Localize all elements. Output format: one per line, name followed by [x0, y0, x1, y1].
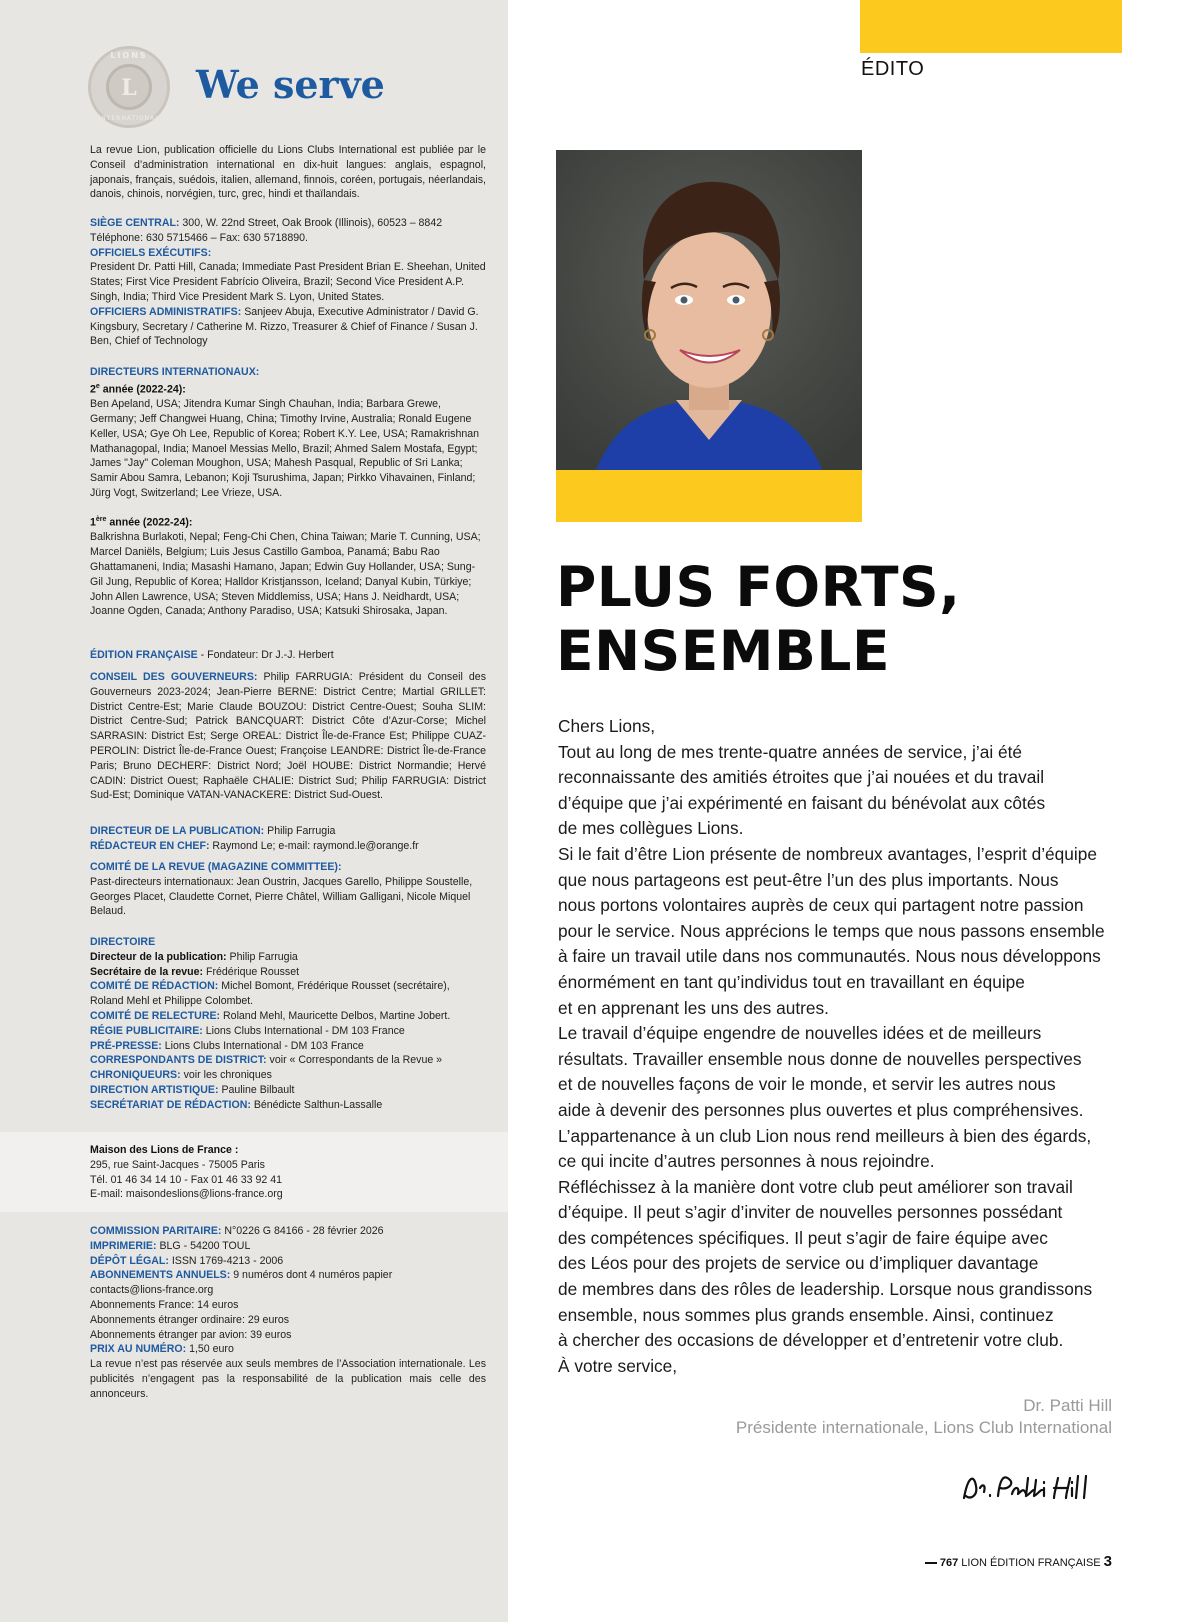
- edito-line: reconnaissante des amitiés étroites que j’ai nouées et du travail: [558, 767, 1045, 788]
- secr-label: SECRÉTARIAT DE RÉDACTION:: [90, 1098, 251, 1111]
- cp-text: N°0226 G 84166 - 28 février 2026: [221, 1225, 384, 1237]
- regie-line: [90, 1024, 486, 1039]
- page-footer: [925, 1553, 1112, 1570]
- admin-line: [90, 305, 486, 349]
- logo-letter: L: [121, 75, 137, 101]
- directory-block: [90, 935, 486, 1113]
- year2-num: 2: [90, 383, 96, 396]
- directors-block: [90, 365, 486, 501]
- photo-yellow-bar: [556, 470, 862, 522]
- yellow-tab: [860, 0, 1122, 53]
- handwritten-signature: [960, 1466, 1110, 1511]
- abo-etranger: Abonnements étranger ordinaire: 29 euros: [90, 1313, 290, 1326]
- pubdir-line: [90, 824, 486, 839]
- year1-sup: ère: [95, 516, 107, 523]
- committee-text: Past-directeurs internationaux: Jean Oustrin, Jacques Garello, Philippe Soustelle, Georges Placet, Claudette Cornet, Pierre Châtel, William Galligani, Nicole Miquel Belaud.: [90, 875, 473, 918]
- edito-line: à faire un travail utile dans nos communautés. Nous nous développons: [558, 946, 1101, 967]
- maison-label: Maison des Lions de France :: [90, 1144, 239, 1156]
- edito-line: et en apprenant les uns des autres.: [558, 997, 829, 1018]
- depot-label: DÉPÔT LÉGAL:: [90, 1254, 169, 1267]
- chron-label: CHRONIQUEURS:: [90, 1069, 181, 1082]
- redaction-line: [90, 979, 486, 1009]
- logo-ring-text: LIONS: [110, 51, 148, 60]
- maison-block: [90, 1143, 486, 1202]
- dir-sec-label: Secrétaire de la revue:: [90, 965, 204, 978]
- gov-text: Philip FARRUGIA: Président du Conseil des Gouverneurs 2023-2024; Jean-Pierre BERNE: District Centre; Martial GRILLET: District Centre-Est; Marie Claude BOUZOU: District Centre-Ouest; Souha SLIM: District Centre-Sud; Patrick BANCQUART: District Côte d’Azur-Corse; Michel SARRASIN: District Est; Serge OREAL: District Île-de-France Est; Philippe CUAZ-PEROLIN: District Île-de-France Ouest; Françoise LEANDRE: District Île-de-France Paris; Bruno DECHERF: District Nord; Joël HOUBE: District Normandie; Hervé CADIN: District Ouest; Raphaële CHALIE: District Sud; Philip FARRUGIA: District Sud-Est; Dominique VATAN-VANACKERE: District Sud-Ouest.: [90, 671, 486, 802]
- directors-label: DIRECTEURS INTERNATIONAUX:: [90, 366, 260, 378]
- edito-line: Tout au long de mes trente-quatre années de service, j’ai été: [558, 741, 1022, 762]
- masthead-intro-block: [90, 143, 486, 202]
- edito-line: que nous partageons est peut-être l’un des plus importants. Nous: [558, 869, 1059, 890]
- dir-pub-text: Philip Farrugia: [226, 950, 298, 963]
- cp-line: [90, 1224, 486, 1239]
- edito-line: nous portons volontaires auprès de ceux qui partagent notre passion: [558, 895, 1084, 916]
- masthead-intro: La revue Lion, publication officielle du Lions Clubs International est publiée par le Conseil d’administration international en dix-huit langues: anglais, espagnol, japonais, français, suédois, italien, allemand, finnois, coréen, portugais, néerlandais, danois, chinois, norvégien, turc, grec, hindi et thaïlandais.: [90, 144, 486, 201]
- fr-text: - Fondateur: Dr J.-J. Herbert: [197, 649, 334, 661]
- prix-line: [90, 1342, 486, 1357]
- edito-line: ce qui incite d’autres personnes à nous rejoindre.: [558, 1151, 935, 1172]
- hq-phone: Téléphone: 630 5715466 – Fax: 630 5718890.: [90, 231, 308, 244]
- year2-heading: [90, 380, 486, 397]
- edito-line: ensemble, nous sommes plus grands ensemble. Ainsi, continuez: [558, 1304, 1054, 1325]
- editor-text: Raymond Le; e-mail: raymond.le@orange.fr: [209, 839, 419, 852]
- cp-label: COMMISSION PARITAIRE:: [90, 1225, 222, 1237]
- edito-line: Le travail d’équipe engendre de nouvelles idées et de meilleurs: [558, 1023, 1042, 1044]
- edito-line: d’équipe que j’ai expérimenté en faisant du bénévolat aux côtés: [558, 792, 1046, 813]
- relecture-line: [90, 1009, 486, 1024]
- logo-inner-circle: [106, 64, 152, 110]
- edito-line: à chercher des occasions de développer et d’entretenir votre club.: [558, 1330, 1064, 1351]
- signer-name: Dr. Patti Hill: [1023, 1396, 1112, 1415]
- edito-line: de membres dans des rôles de leadership. Lorsque nous grandissons: [558, 1279, 1093, 1300]
- edito-body: [558, 714, 1118, 1379]
- dir-pub-label: Directeur de la publication:: [90, 950, 227, 963]
- hq-label: SIÈGE CENTRAL:: [90, 217, 180, 229]
- prepresse-line: [90, 1039, 486, 1054]
- corresp-line: [90, 1053, 486, 1068]
- portrait-illustration: [556, 150, 862, 470]
- abo-avion: Abonnements étranger par avion: 39 euros: [90, 1328, 292, 1341]
- edito-line: de mes collègues Lions.: [558, 818, 744, 839]
- edito-line: Chers Lions,: [558, 716, 656, 736]
- imp-label: IMPRIMERIE:: [90, 1239, 157, 1252]
- signer-role: Présidente internationale, Lions Club International: [735, 1418, 1112, 1437]
- prix-text: 1,50 euro: [186, 1343, 234, 1356]
- directory-label: DIRECTOIRE: [90, 936, 156, 948]
- exec-text: President Dr. Patti Hill, Canada; Immediate Past President Brian E. Sheehan, United States; First Vice President Fabrício Oliveira, Brazil; Second Vice President A.P. Singh, India; Third Vice President Mark S. Lyon, United States.: [90, 261, 486, 303]
- abo-email: contacts@lions-france.org: [90, 1284, 214, 1297]
- abo-france: Abonnements France: 14 euros: [90, 1298, 239, 1311]
- hq-text: 300, W. 22nd Street, Oak Brook (Illinois), 60523 – 8842: [179, 217, 443, 229]
- edito-line: L’appartenance à un club Lion nous rend meilleurs à bien des égards,: [558, 1125, 1092, 1146]
- brand-title: We serve: [196, 62, 385, 107]
- edito-line: À votre service,: [558, 1355, 678, 1376]
- edito-line: aide à devenir des personnes plus ouvertes et plus compréhensives.: [558, 1099, 1084, 1120]
- headline: [556, 555, 961, 683]
- masthead-officers-block: [90, 216, 486, 349]
- committee-label: COMITÉ DE LA REVUE (MAGAZINE COMMITTEE):: [90, 861, 342, 873]
- dir-sec-text: Frédérique Rousset: [203, 965, 300, 978]
- edito-line: des compétences spécifiques. Il peut s’agir de faire équipe avec: [558, 1227, 1048, 1248]
- edito-line: pour le service. Nous apprécions le temps que nous passons ensemble: [558, 920, 1105, 941]
- publication-name: LION ÉDITION FRANÇAISE: [958, 1557, 1101, 1569]
- abo-label: ABONNEMENTS ANNUELS:: [90, 1269, 231, 1282]
- prix-label: PRIX AU NUMÉRO:: [90, 1343, 187, 1356]
- art-label: DIRECTION ARTISTIQUE:: [90, 1083, 219, 1096]
- edito-line: Réfléchissez à la manière dont votre club peut améliorer son travail: [558, 1176, 1073, 1197]
- year1-text: Balkrishna Burlakoti, Nepal; Feng-Chi Chen, China Taiwan; Marie T. Cunning, USA; Marcel Daniëls, Belgium; Luis Jesus Castillo Gamboa, Panamá; Babu Rao Ghattamaneni, India; Masashi Hamano, Japan; Edwin Guy Hollander, USA; Sung-Gil Jung, Republic of Korea; Halldor Kristjansson, Iceland; Danyal Kubin, Türkiye; John Allen Lawrence, USA; Steven Middlemiss, USA; Hans J. Neidhardt, USA; Joanne Ogden, Canada; Anthony Paradiso, USA; Katsuki Shirosaka, Japan.: [90, 531, 481, 618]
- depot-line: [90, 1254, 486, 1269]
- gov-line: [90, 670, 486, 803]
- imp-line: [90, 1239, 486, 1254]
- year1-num: 1: [90, 516, 96, 529]
- gov-label: CONSEIL DES GOUVERNEURS:: [90, 671, 258, 683]
- section-label: ÉDITO: [861, 58, 925, 80]
- corresp-label: CORRESPONDANTS DE DISTRICT:: [90, 1054, 267, 1067]
- maison-phone: Tél. 01 46 34 14 10 - Fax 01 46 33 92 41: [90, 1173, 283, 1186]
- regie-label: RÉGIE PUBLICITAIRE:: [90, 1024, 203, 1037]
- logo-ring-subtext: INTERNATIONAL: [98, 115, 160, 122]
- secr-line: [90, 1098, 486, 1113]
- year1-suffix: année (2022-24):: [106, 516, 193, 529]
- editor-label: RÉDACTEUR EN CHEF:: [90, 839, 210, 852]
- portrait-photo: [556, 150, 862, 470]
- fr-line: [90, 648, 486, 663]
- year2-suffix: année (2022-24):: [99, 383, 186, 396]
- redaction-text: Michel Bomont, Frédérique Rousset (secrétaire), Roland Mehl et Philippe Colombet.: [90, 980, 450, 1008]
- admin-label: OFFICIERS ADMINISTRATIFS:: [90, 305, 242, 318]
- hq-line: [90, 216, 486, 231]
- publication-block: [90, 824, 486, 854]
- chron-line: [90, 1068, 486, 1083]
- edito-line: et de nouvelles façons de voir le monde, et servir les autres nous: [558, 1074, 1056, 1095]
- edito-line: énormément en tant qu’individus tout en travaillant en équipe: [558, 971, 1025, 992]
- abo-text: 9 numéros dont 4 numéros papier: [230, 1269, 393, 1282]
- redaction-label: COMITÉ DE RÉDACTION:: [90, 980, 219, 993]
- maison-email: E-mail: maisondeslions@lions-france.org: [90, 1188, 283, 1201]
- admin-info-block: [90, 1224, 486, 1402]
- year2-sup: e: [95, 382, 100, 390]
- corresp-text: voir « Correspondants de la Revue »: [266, 1054, 443, 1067]
- year1-heading: [90, 513, 486, 530]
- abo-line: [90, 1268, 486, 1283]
- dir-pub-line: [90, 950, 486, 965]
- editor-line: [90, 839, 486, 854]
- prepresse-label: PRÉ-PRESSE:: [90, 1039, 162, 1052]
- governors-block: [90, 670, 486, 803]
- relecture-text: Roland Mehl, Mauricette Delbos, Martine Jobert.: [220, 1009, 451, 1022]
- secr-text: Bénédicte Salthun-Lassalle: [250, 1098, 383, 1111]
- art-line: [90, 1083, 486, 1098]
- maison-address: 295, rue Saint-Jacques - 75005 Paris: [90, 1158, 265, 1171]
- regie-text: Lions Clubs International - DM 103 France: [202, 1024, 405, 1037]
- signature-drawing: [960, 1466, 1110, 1506]
- relecture-label: COMITÉ DE RELECTURE:: [90, 1009, 221, 1022]
- footer-dash: [925, 1562, 937, 1564]
- depot-text: ISSN 1769-4213 - 2006: [168, 1254, 284, 1267]
- headline-line-1: PLUS FORTS,: [556, 555, 961, 619]
- headline-line-2: ENSEMBLE: [556, 619, 891, 683]
- pubdir-text: Philip Farrugia: [264, 825, 336, 837]
- edito-line: des Léos pour des projets de service ou d’impliquer davantage: [558, 1253, 1039, 1274]
- disclaimer: La revue n’est pas réservée aux seuls membres de l’Association internationale. Les publicités n’engagent pas la responsabilité de la publication mais celle des annonceurs.: [90, 1358, 486, 1400]
- chron-text: voir les chroniques: [180, 1069, 272, 1082]
- prepresse-text: Lions Clubs International - DM 103 France: [161, 1039, 364, 1052]
- edito-line: résultats. Travailler ensemble nous donne de nouvelles perspectives: [558, 1048, 1082, 1069]
- imp-text: BLG - 54200 TOUL: [156, 1239, 251, 1252]
- edito-line: d’équipe. Il peut s’agir d’inviter de nouvelles personnes possédant: [558, 1202, 1063, 1223]
- edito-line: Si le fait d’être Lion présente de nombreux avantages, l’esprit d’équipe: [558, 843, 1097, 864]
- issue-number: 767: [939, 1557, 959, 1569]
- page-number: 3: [1103, 1553, 1112, 1570]
- french-edition-block: [90, 648, 486, 663]
- dir-sec-line: [90, 965, 486, 980]
- lions-logo: [88, 46, 170, 128]
- fr-label: ÉDITION FRANÇAISE: [90, 649, 198, 661]
- year2-text: Ben Apeland, USA; Jitendra Kumar Singh Chauhan, India; Barbara Grewe, Germany; Jeff Changwei Huang, China; Timothy Irvine, Australia; Ronald Eugene Keller, USA; Gye Oh Lee, Republic of Korea; Robert K.Y. Lee, USA; Ramakrishnan Mathanagopal, India; Manoel Messias Mello, Brazil; Ahmed Salem Mostafa, Egypt; James "Jay" Coleman Moughon, USA; Mahesh Pasqual, Republic of Sri Lanka; Samir Abou Samra, Lebanon; Koji Tsurushima, Japan; Pirkko Vihavainen, Finland; Jürg Vogt, Switzerland; Lee Vrieze, USA.: [90, 398, 480, 499]
- directors-year1-block: [90, 513, 486, 619]
- committee-block: [90, 860, 486, 919]
- exec-label: OFFICIELS EXÉCUTIFS:: [90, 246, 212, 259]
- pubdir-label: DIRECTEUR DE LA PUBLICATION:: [90, 825, 265, 837]
- admin-text: Sanjeev Abuja, Executive Administrator / David G. Kingsbury, Secretary / Catherine M. Rizzo, Treasurer & Chief of Finance / Susan J. Ben, Chief of Technology: [90, 305, 479, 348]
- art-text: Pauline Bilbault: [218, 1083, 295, 1096]
